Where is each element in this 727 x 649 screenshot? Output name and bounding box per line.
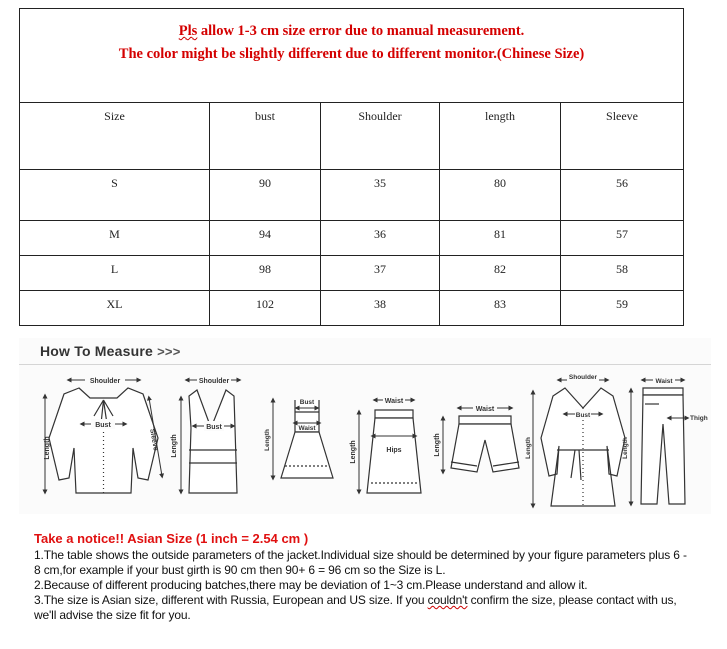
label-waist: Waist	[384, 398, 404, 405]
size-table	[19, 8, 684, 326]
shorts-icon	[451, 416, 519, 472]
table-cell: 80	[440, 170, 561, 221]
header-row	[20, 103, 684, 170]
notice-pls-word: Pls	[178, 23, 198, 39]
label-length: Length	[350, 440, 357, 464]
table-cell: 81	[440, 221, 561, 256]
header-cell-length: length	[440, 103, 561, 170]
label-shoulder: Shoulder	[89, 378, 121, 385]
label-length: Length	[171, 434, 178, 458]
label-waist: Waist	[655, 378, 673, 385]
table-cell: 94	[210, 221, 321, 256]
label-hips: Hips	[386, 447, 402, 454]
label-length: Length	[44, 436, 51, 460]
table-cell: 36	[321, 221, 440, 256]
coat-icon	[541, 388, 625, 506]
how-to-measure-section	[19, 338, 711, 514]
table-cell: 38	[321, 291, 440, 326]
table-row	[20, 291, 684, 326]
header-cell-shoulder: Shoulder	[321, 103, 440, 170]
size-notes	[34, 531, 694, 623]
label-shoulder: Shoulder	[568, 374, 598, 381]
table-cell: 58	[561, 256, 684, 291]
table-cell: M	[20, 221, 210, 256]
label-length: Length	[525, 437, 532, 459]
note-paragraph-1: 1.The table shows the outside parameters of the jacket.Individual size should be determined by your figure parameters plus 6 - 8 cm,for example if your bust girth is 90 cm then 90+ 6 = 96 cm so the Size is L.	[34, 548, 687, 577]
notice-row	[20, 9, 684, 103]
label-waist: Waist	[298, 425, 316, 432]
arrows-icon: >>>	[157, 344, 181, 359]
note-paragraph-3-start: 3.The size is Asian size, different with Russia, European and US size. If you	[34, 593, 428, 607]
header-cell-sleeve: Sleeve	[561, 103, 684, 170]
how-to-measure-title	[40, 343, 181, 359]
table-row	[20, 221, 684, 256]
header-cell-bust: bust	[210, 103, 321, 170]
label-shoulder: Shoulder	[198, 378, 230, 385]
label-bust: Bust	[206, 424, 222, 431]
notes-title: Take a notice!! Asian Size (1 inch = 2.54 cm )	[34, 531, 309, 546]
table-cell: 98	[210, 256, 321, 291]
note-paragraph-3	[34, 593, 694, 623]
note-couldnt-word: couldn't	[427, 593, 468, 607]
label-bust: Bust	[95, 422, 111, 429]
notice-line-1-text: allow 1-3 cm size error due to manual measurement.	[197, 23, 525, 39]
table-row	[20, 170, 684, 221]
table-cell: S	[20, 170, 210, 221]
notice-line-2: The color might be slightly different due to different monitor.(Chinese Size)	[118, 46, 585, 62]
table-cell: 83	[440, 291, 561, 326]
table-cell: L	[20, 256, 210, 291]
garment-illustrations	[19, 368, 711, 513]
label-length: Length	[434, 433, 441, 457]
banner-divider	[19, 364, 711, 365]
label-length: Length	[622, 437, 629, 459]
label-bust: Bust	[299, 399, 315, 406]
table-cell: 90	[210, 170, 321, 221]
table-cell: 82	[440, 256, 561, 291]
table-cell: 35	[321, 170, 440, 221]
how-to-measure-title-text: How To Measure	[40, 343, 154, 359]
shirt-icon	[49, 388, 158, 493]
label-length: Length	[264, 429, 271, 451]
note-paragraph-3-end: confirm the size, please contact with us, we'll advise the size fit for you.	[34, 593, 677, 622]
table-cell: 57	[561, 221, 684, 256]
label-sleeve: Sleeve	[148, 428, 159, 452]
table-cell: 102	[210, 291, 321, 326]
dress-icon	[281, 400, 333, 478]
notice-cell	[20, 9, 684, 103]
table-cell: 56	[561, 170, 684, 221]
vest-icon	[189, 390, 237, 493]
label-bust: Bust	[575, 412, 591, 419]
table-cell: 59	[561, 291, 684, 326]
header-cell-size: Size	[20, 103, 210, 170]
table-row	[20, 256, 684, 291]
trousers-icon	[641, 388, 685, 504]
table-cell: XL	[20, 291, 210, 326]
label-waist: Waist	[475, 406, 495, 413]
notice-line-1	[20, 9, 683, 43]
table-cell: 37	[321, 256, 440, 291]
label-thigh: Thigh	[690, 415, 708, 422]
note-paragraph-2: 2.Because of different producing batches,there may be deviation of 1~3 cm.Please understand and allow it.	[34, 578, 588, 592]
